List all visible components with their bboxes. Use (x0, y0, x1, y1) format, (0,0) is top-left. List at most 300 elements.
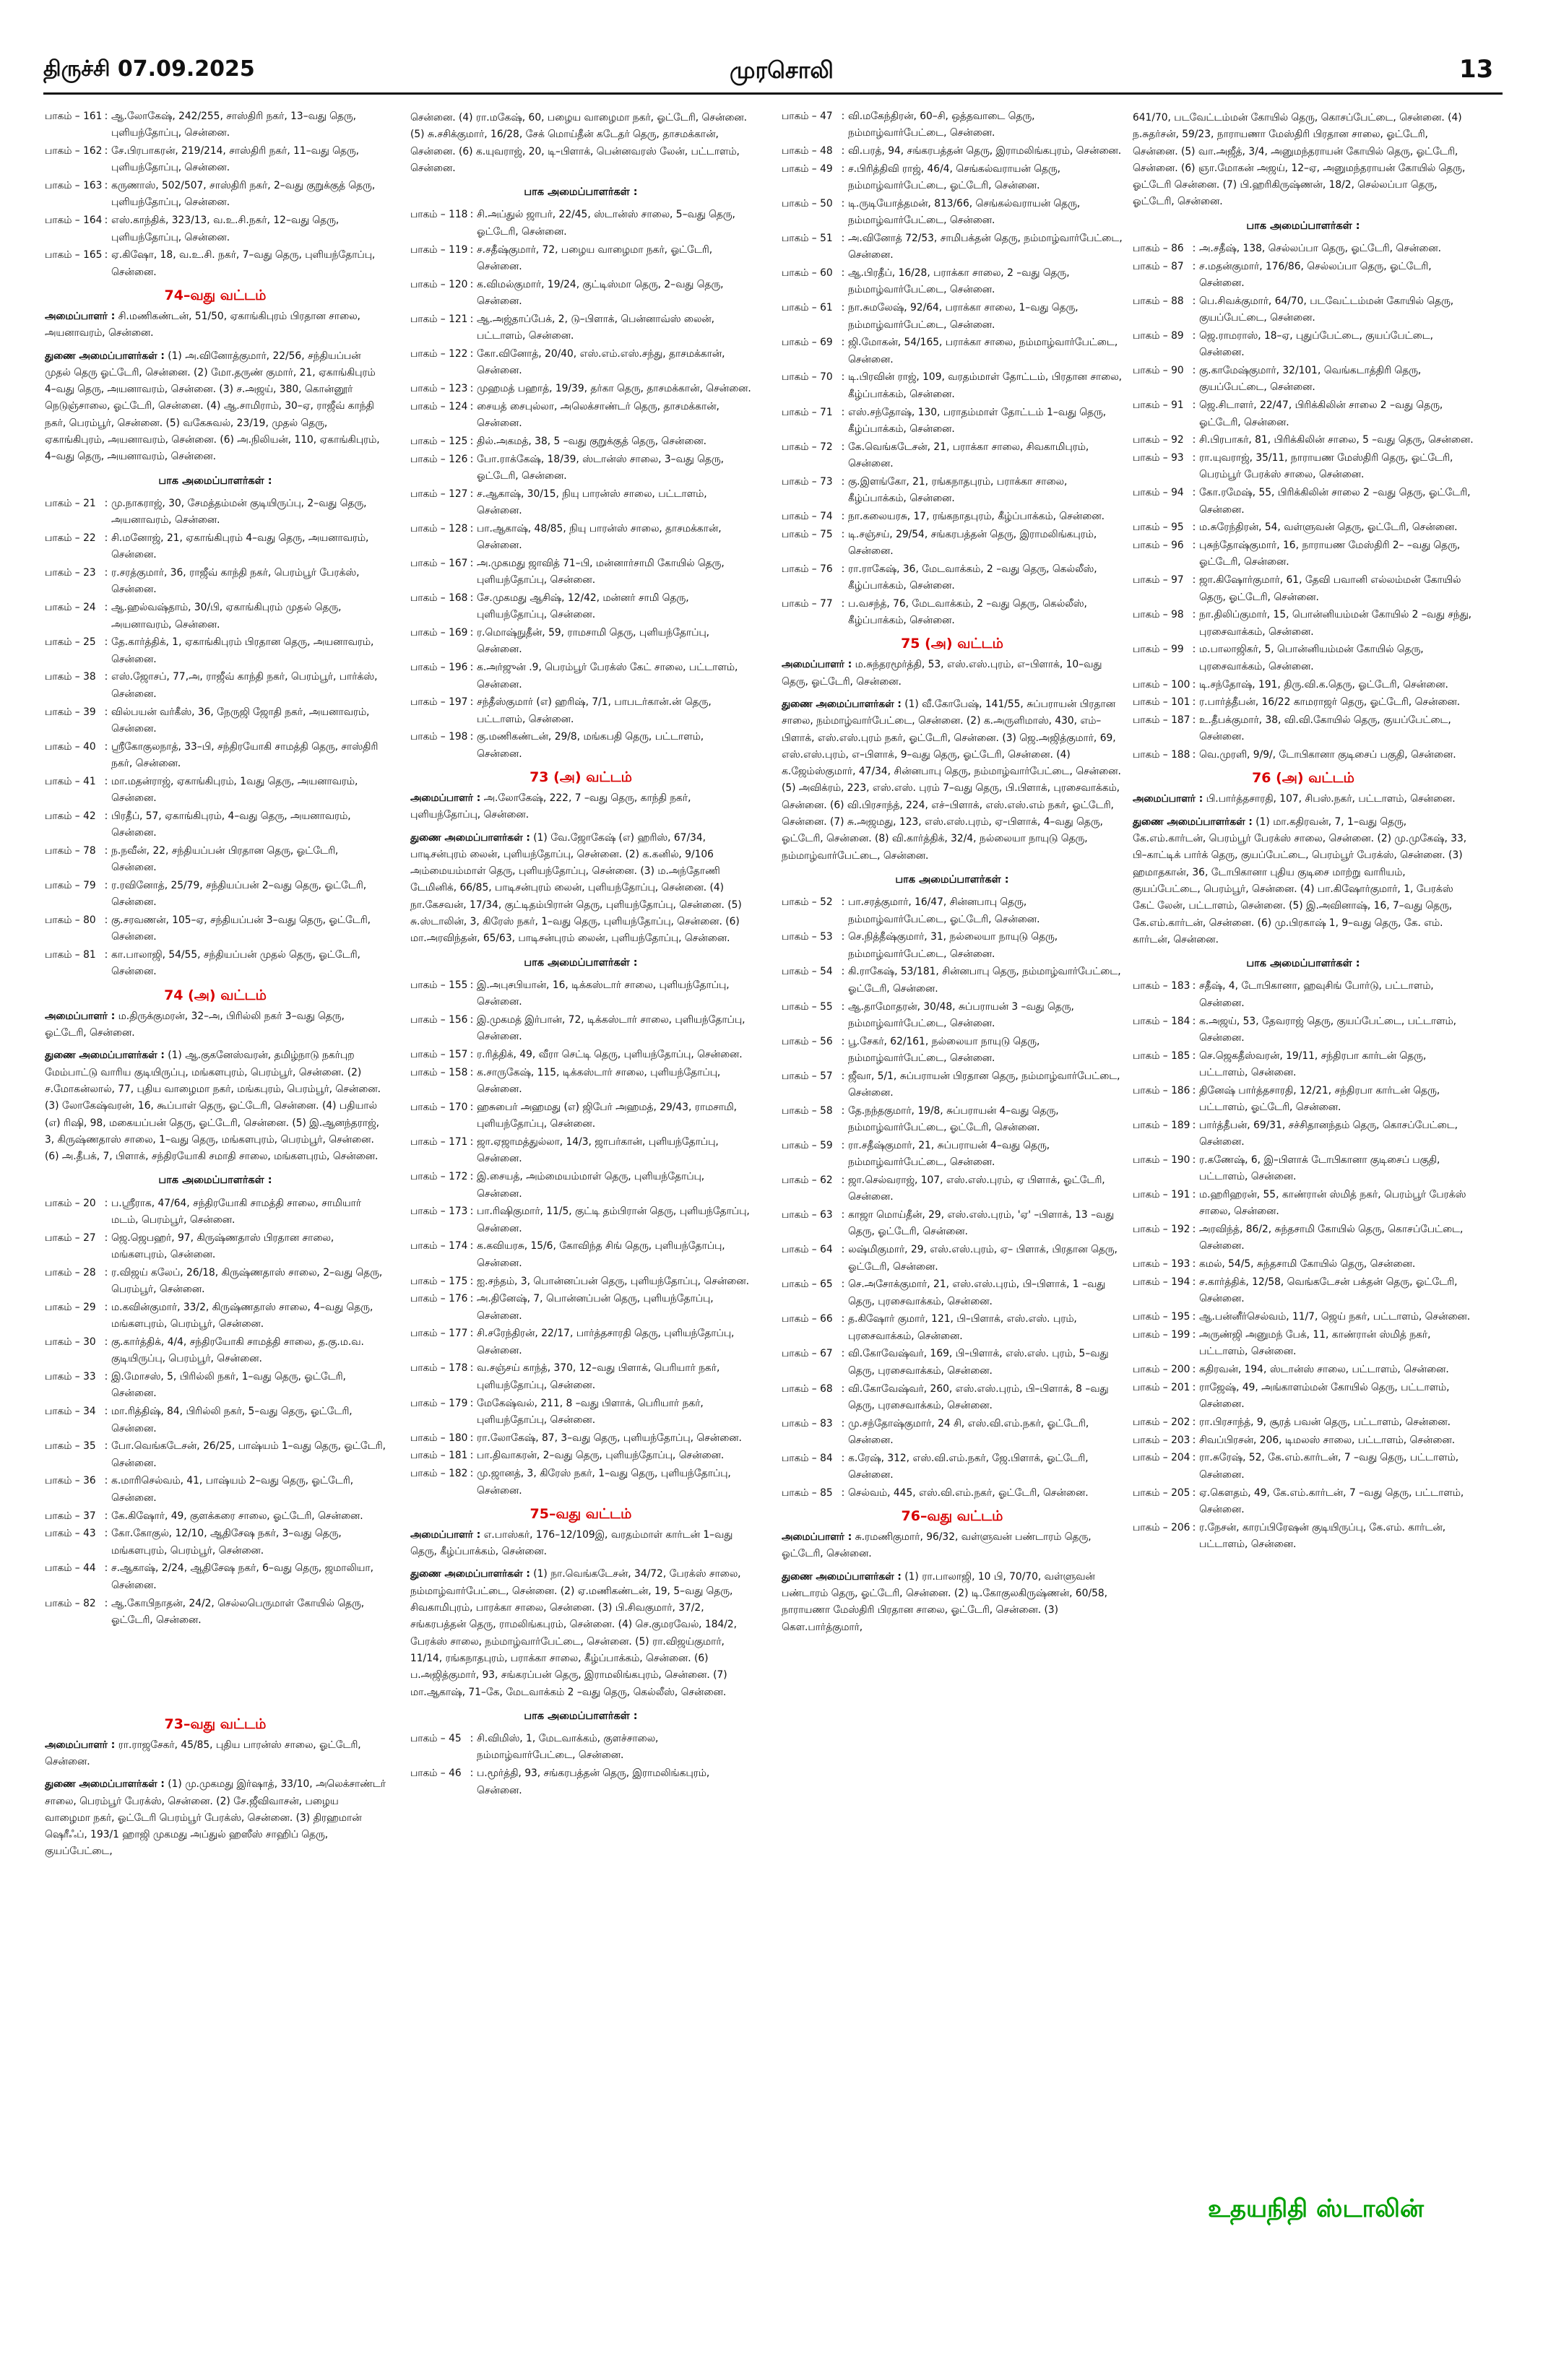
part-entry (1133, 1380, 1474, 1414)
separator-colon: : (470, 557, 474, 569)
entry-details: ச.சதீஷ்குமார், 72, பழைய வாழைமா நகர், ஓட்டேரி, சென்னை. (477, 243, 713, 272)
part-entry (782, 265, 1123, 299)
entry-details: ஆ.பிரதீப், 16/28, பராக்கா சாலை, 2 –வது தெரு, நம்மாழ்வார்பேட்டை, சென்னை. (848, 267, 1070, 296)
separator-colon: : (1192, 1084, 1196, 1096)
separator-colon: : (1192, 1521, 1196, 1533)
part-number: பாகம் – 204 (1133, 1452, 1190, 1464)
part-number: பாகம் – 118 (410, 209, 468, 221)
entry-details: ஹசுபைர் அஹமது (எ) ஜிபேர் அஹமத், 29/43, ராமசாமி, புளியந்தோப்பு, சென்னை. (477, 1102, 738, 1130)
separator-colon: : (841, 406, 845, 418)
entry-details: ர.சரத்குமார், 36, ராஜீவ் காந்தி நகர், பெரம்பூர் பேரக்ஸ், சென்னை. (111, 567, 360, 596)
role-label: துணை அமைப்பாளர்கள் : (45, 1050, 165, 1062)
part-entry (1133, 259, 1474, 293)
separator-colon: : (104, 1197, 108, 1209)
separator-colon: : (470, 1767, 474, 1780)
part-number: பாகம் – 48 (782, 145, 833, 157)
part-entry (1133, 450, 1474, 484)
part-entry (782, 1172, 1123, 1206)
part-number: பாகம் – 205 (1133, 1487, 1190, 1499)
part-number: பாகம் – 50 (782, 197, 833, 209)
part-number: பாகம் – 128 (410, 522, 468, 535)
part-number: பாகம் – 23 (45, 567, 96, 579)
separator-colon: : (104, 1336, 108, 1349)
separator-colon: : (1192, 1381, 1196, 1393)
separator-colon: : (841, 111, 845, 122)
part-number: பாகம் – 190 (1133, 1154, 1190, 1166)
part-number: பாகம் – 201 (1133, 1381, 1190, 1393)
separator-colon: : (1192, 452, 1196, 464)
part-entry (1133, 1083, 1474, 1117)
part-entry (410, 1395, 751, 1429)
ward-heading: 75–வது வட்டம் (530, 1505, 632, 1522)
role-label: துணை அமைப்பாளர்கள் : (45, 350, 165, 362)
part-number: பாகம் – 198 (410, 731, 468, 743)
part-entry (410, 1047, 751, 1063)
part-entry (45, 143, 386, 177)
part-entry (782, 1138, 1123, 1172)
separator-colon: : (470, 1397, 474, 1409)
entry-details: ஆ.தாமோதரன், 30/48, சுப்பராயன் 3 –வது தெரு, நம்மாழ்வார்பேட்டை, சென்னை. (848, 1000, 1074, 1029)
separator-colon: : (470, 1014, 474, 1026)
part-number: பாகம் – 170 (410, 1102, 468, 1114)
organiser-paragraph (45, 1737, 386, 1771)
separator-colon: : (104, 706, 108, 718)
entry-details: புசுந்தோஷ்குமார், 16, நாராயண மேஸ்திரி 2– –வது தெரு, ஓட்டேரி, சென்னை. (1199, 540, 1461, 568)
separator-colon: : (841, 1174, 845, 1187)
entry-details: பா.ரிஷிகுமார், 11/5, குட்டி தம்பிரான் தெரு, புளியந்தோப்பு, சென்னை. (477, 1206, 750, 1234)
part-number: பாகம் – 29 (45, 1302, 96, 1313)
part-entry (1133, 1048, 1474, 1082)
entry-details: ப.வசந்த், 76, மேடவாக்கம், 2 –வது தெரு, கெல்லீஸ், கீழ்ப்பாக்கம், சென்னை. (848, 597, 1087, 627)
part-number: பாகம் – 67 (782, 1348, 833, 1360)
part-entry (782, 1103, 1123, 1137)
entry-details: சந்தீஸ்குமார் (எ) ஹரிஷ், 7/1, பாபடர்கான்.ன் தெரு, பட்டாளம், சென்னை. (477, 696, 712, 725)
entry-details: ஐ.சந்தம், 3, பொன்னப்பன் தெரு, புளியந்தோப்பு, சென்னை. (477, 1275, 749, 1287)
entry-details: கருணாஸ், 502/507, சாஸ்திரி நகர், 2–வது குறுக்குத் தெரு, புளியந்தோப்பு, சென்னை. (111, 180, 376, 209)
separator-colon: : (1192, 399, 1196, 412)
part-number: பாகம் – 64 (782, 1244, 833, 1256)
entry-details: ரா.லோகேஷ், 87, 3–வது தெரு, புளியந்தோப்பு, சென்னை. (477, 1432, 742, 1444)
part-entry (1133, 432, 1474, 449)
part-number: பாகம் – 22 (45, 532, 96, 545)
header-rule (43, 92, 1503, 95)
part-entry (45, 1438, 386, 1472)
entry-details: போ.ராக்கேஷ், 18/39, ஸ்டான்ஸ் சாலை, 3–வது தெரு, ஓட்டேரி, சென்னை. (477, 453, 725, 482)
part-entry (1133, 1187, 1474, 1221)
part-number: பாகம் – 59 (782, 1139, 833, 1151)
entry-details: ம.ஹரிஹரன், 55, காண்ரான் ஸ்மித் நகர், பெரம்பூர் பேரக்ஸ் சாலை, சென்னை. (1199, 1189, 1466, 1218)
signatory-name: உதயநிதி ஸ்டாலின் (1208, 2194, 1424, 2223)
entry-details: ம.சுரேந்திரன், 54, வள்ளுவன் தெரு, ஓட்டேரி, சென்னை. (1199, 522, 1458, 534)
entry-details: கோ.வினோத், 20/40, எஸ்.எம்.எஸ்.சந்து, தாசமக்கான், சென்னை. (477, 347, 725, 377)
organiser-details: பி.பார்த்தசாரதி, 107, சிபஸ்.நகர், பட்டாளம், சென்னை. (1206, 793, 1456, 805)
part-number: பாகம் – 119 (410, 243, 468, 256)
separator-colon: : (470, 627, 474, 639)
separator-colon: : (1192, 365, 1196, 377)
separator-colon: : (470, 347, 474, 360)
part-entry (410, 625, 751, 659)
part-entry (782, 1242, 1123, 1276)
part-entry (410, 1765, 751, 1799)
entry-details: சி.அப்துல் ஜாபர், 22/45, ஸ்டான்ஸ் சாலை, 5–வது தெரு, ஓட்டேரி, சென்னை. (477, 209, 735, 238)
part-entry (1133, 677, 1474, 693)
entry-details: இ.அபுசபியான், 16, டிக்கஸ்டார் சாலை, புளியந்தோப்பு, சென்னை. (477, 979, 730, 1008)
entry-details: அரவிந்த், 86/2, சுந்தசாமி கோயில் தெரு, கொசப்பேட்டை, சென்னை. (1199, 1224, 1464, 1252)
organiser-details: (1) அ.வினோத்குமார், 22/56, சந்தியப்பன் முதல் தெரு ஓட்டேரி, சென்னை. (2) மோ.தருண் குமார், 21, ஏகாங்கிபுரம் 4–வது தெரு, அயனாவரம், சென்னை. (3) ச.அஜய், 380, கொன்னூர் நெடுஞ்சாலை, ஓட்டேரி, சென்னை. (4) ஆ.சாமிராம், 30–ஏ, ராஜீவ் காந்தி நகர், பெரம்பூர், சென்னை. (5) வகேசுவல், 23/19, முதல் தெரு, ஏகாங்கிபுரம், அயனாவரம், சென்னை. (6) அ.நிலியன், 110, ஏகாங்கிபுரம், 4–வது தெரு, அயனாவரம், சென்னை. (45, 350, 380, 463)
entry-details: சதீஷ், 4, டோபிகானா, ஹவுசிங் போர்டு, பட்டாளம், சென்னை. (1199, 980, 1434, 1009)
role-label: துணை அமைப்பாளர்கள் : (410, 831, 530, 844)
entry-details: கே.கிஷோர், 49, குளக்கரை சாலை, ஓட்டேரி, சென்னை. (111, 1510, 363, 1522)
entry-details: ப.மூர்த்தி, 93, சங்கரபத்தன் தெரு, இராமலிங்கபுரம், சென்னை. (477, 1767, 710, 1796)
part-entry (45, 774, 386, 808)
entry-details: நா.கலையரசு, 17, ரங்கநாதபுரம், கீழ்ப்பாக்கம், சென்னை. (848, 510, 1105, 522)
part-number: பாகம் – 199 (1133, 1328, 1190, 1341)
entry-details: கு.சரவணன், 105–ஏ, சந்தியப்பன் 3–வது தெரு, ஓட்டேரி, சென்னை. (111, 914, 371, 943)
part-number: பாகம் – 163 (45, 180, 103, 192)
organiser-details: (1) மா.கதிரவன், 7, 1–வது தெரு, கே.எம்.கார்டன், பெரம்பூர் பேரக்ஸ் சாலை, சென்னை. (2) மு.முகேஷ், 33, பி–காட்டிக் பார்க் தெரு, குயப்பேட்டை, பெரம்பூர் பேரக்ஸ், சென்னை. (3) ஹமாதகான், 36, டோபிகானா புதிய குடிசை மாற்று வாரியம், குயப்பேட்டை, பெரம்பூர், சென்னை. (4) பா.கிஷோர்குமார், 1, பேரக்ஸ் கேட் லேன், பட்டாளம், சென்னை. (5) இ.அவினாஷ், 16, 7–வது தெரு, கே.எம்.கார்டன், சென்னை. (6) மு.பிரகாஷ் 1, 9–வது தெரு, கே. எம். கார்டன், சென்னை. (1133, 815, 1467, 945)
entry-details: ரா.ராகேஷ், 36, மேடவாக்கம், 2 –வது தெரு, கெல்லீஸ், கீழ்ப்பாக்கம், சென்னை. (848, 563, 1097, 592)
part-entry (45, 704, 386, 738)
separator-colon: : (1192, 522, 1196, 534)
entry-details: சி.விமிஸ், 1, மேடவாக்கம், குளச்சாலை, நம்மாழ்வார்பேட்டை, சென்னை. (477, 1733, 659, 1762)
entry-details: செல்வம், 445, எஸ்.வி.எம்.நகர், ஓட்டேரி, சென்னை. (848, 1487, 1089, 1499)
separator-colon: : (841, 233, 845, 245)
part-number: பாகம் – 185 (1133, 1050, 1190, 1062)
part-entry (782, 404, 1123, 438)
part-entry (782, 1346, 1123, 1380)
part-entry (410, 590, 751, 624)
separator-colon: : (841, 441, 845, 453)
part-number: பாகம் – 183 (1133, 980, 1190, 992)
part-entry (410, 346, 751, 380)
entry-details: ஜீவா, 5/1, சுப்பராயன் பிரதான தெரு, நம்மாழ்வார்பேட்டை, சென்னை. (848, 1070, 1120, 1099)
separator-colon: : (841, 931, 845, 943)
organiser-paragraph (782, 696, 1123, 865)
separator-colon: : (1192, 749, 1196, 761)
role-label: அமைப்பாளர் : (782, 659, 852, 671)
ward-heading: 74–வது வட்டம் (164, 287, 267, 303)
part-entry (410, 1325, 751, 1359)
part-entry (782, 230, 1123, 264)
separator-colon: : (470, 731, 474, 743)
entry-details: ஏ.கிஷோ, 18, வ.உ.சி. நகர், 7–வது தெரு, புளியந்தோப்பு, சென்னை. (111, 249, 376, 278)
part-number: பாகம் – 62 (782, 1174, 833, 1187)
separator-colon: : (1192, 1050, 1196, 1062)
organiser-details: ரா.ராஜசேகர், 45/85, புதிய பாரன்ஸ் சாலை, ஓட்டேரி, சென்னை. (45, 1739, 361, 1767)
part-entry (1133, 1221, 1474, 1255)
part-number: பாகம் – 60 (782, 267, 833, 280)
organiser-details: சு.ரமணிகுமார், 96/32, வள்ளுவன் பண்டாரம் தெரு, ஓட்டேரி, சென்னை. (782, 1531, 1092, 1560)
part-number: பாகம் – 124 (410, 400, 468, 412)
part-number: பாகம் – 53 (782, 931, 833, 943)
entry-details: தில்.அகமத், 38, 5 –வது குறுக்குத் தெரு, சென்னை. (477, 435, 707, 447)
ward-heading: 76–வது வட்டம் (901, 1508, 1003, 1525)
role-label: அமைப்பாளர் : (782, 1531, 852, 1544)
part-number: பாகம் – 179 (410, 1397, 468, 1409)
part-entry (45, 1334, 386, 1368)
part-entry (45, 108, 386, 142)
entry-details: ஆ.பன்னீர்செல்வம், 11/7, ஜெய் நகர், பட்டாளம், சென்னை. (1199, 1311, 1471, 1323)
organiser-paragraph (782, 1569, 1123, 1636)
entry-details: க.மாரிசெல்வம், 41, பாஷ்யம் 2–வது தெரு, ஓட்டேரி, சென்னை. (111, 1475, 354, 1504)
part-entry (410, 242, 751, 276)
separator-colon: : (104, 879, 108, 891)
part-number: பாகம் – 202 (1133, 1416, 1190, 1428)
part-entry (410, 311, 751, 345)
separator-colon: : (841, 1382, 845, 1395)
entry-details: தினேஷ் பார்த்தசாரதி, 12/21, சந்திரபா கார்டன் தெரு, பட்டாளம், ஓட்டேரி, சென்னை. (1199, 1084, 1440, 1114)
part-number: பாகம் – 194 (1133, 1276, 1190, 1288)
entry-details: ர.மொஷ்நுதீன், 59, ராமசாமி தெரு, புளியந்தோப்பு, சென்னை. (477, 627, 710, 656)
part-number: பாகம் – 35 (45, 1440, 96, 1453)
separator-colon: : (841, 528, 845, 540)
part-number: பாகம் – 192 (1133, 1224, 1190, 1236)
part-entry (410, 1360, 751, 1394)
part-entry (782, 1068, 1123, 1102)
organiser-paragraph (1133, 791, 1474, 808)
entry-details: கா.பாலாஜி, 54/55, சந்தியப்பன் முதல் தெரு, ஓட்டேரி, சென்னை. (111, 949, 360, 978)
entry-details: பா.ஆகாஷ், 48/85, நியு பாரன்ஸ் சாலை, தாசமக்கான், சென்னை. (477, 522, 722, 552)
part-entry (1133, 241, 1474, 257)
organiser-paragraph (1133, 814, 1474, 948)
organiser-details: சி.மணிகண்டன், 51/50, ஏகாங்கிபுரம் பிரதான சாலை, அயனாவரம், சென்னை. (45, 310, 360, 339)
part-entry (782, 1450, 1123, 1484)
part-entry (782, 108, 1123, 142)
part-number: பாகம் – 41 (45, 775, 96, 787)
entry-details: கே.வெங்கடேசன், 21, பராக்கா சாலை, சிவகாமிபுரம், சென்னை. (848, 441, 1089, 469)
part-number: பாகம் – 186 (1133, 1084, 1190, 1096)
organiser-paragraph (782, 657, 1123, 691)
part-number: பாகம் – 158 (410, 1066, 468, 1078)
organiser-paragraph (410, 830, 751, 948)
entry-details: இ.சையத், அம்மையம்மாள் தெரு, புளியந்தோப்பு, சென்னை. (477, 1171, 705, 1200)
entry-details: ஜெ.சிடாளர், 22/47, பிரிக்கிலின் சாலை 2 –வது தெரு, ஓட்டேரி, சென்னை. (1199, 399, 1443, 428)
part-number: பாகம் – 65 (782, 1278, 833, 1291)
separator-colon: : (470, 1468, 474, 1480)
separator-colon: : (470, 453, 474, 465)
entry-details: வில்பயன் வர்கீஸ், 36, நேருஜி ஜோதி நகர், அயனாவரம், சென்னை. (111, 706, 370, 735)
part-entry (1133, 1485, 1474, 1519)
part-number: பாகம் – 165 (45, 249, 103, 261)
part-entry (782, 1416, 1123, 1450)
entry-details: பிரதீப், 57, ஏகாங்கிபுரம், 4–வது தெரு, அயனாவரம், சென்னை. (111, 810, 351, 839)
entry-details: சி.மனோஜ், 21, ஏகாங்கிபுரம் 4–வது தெரு, அயனாவரம், சென்னை. (111, 532, 369, 561)
part-entry (782, 161, 1123, 195)
ward-heading: 76 (அ) வட்டம் (1252, 770, 1354, 787)
entry-details: த.கிஷோர் குமார், 121, பி–பிளாக், எஸ்.எஸ். புரம், புரசைவாக்கம், சென்னை. (848, 1313, 1077, 1342)
part-entry (1133, 1520, 1474, 1554)
separator-colon: : (1192, 540, 1196, 552)
part-number: பாகம் – 123 (410, 382, 468, 394)
part-entry (410, 1238, 751, 1272)
part-number: பாகம் – 98 (1133, 609, 1184, 621)
ward-heading: 73 (அ) வட்டம் (530, 769, 632, 785)
separator-colon: : (1192, 1363, 1196, 1375)
part-entry (45, 600, 386, 633)
part-number: பாகம் – 168 (410, 592, 468, 605)
part-number: பாகம் – 40 (45, 740, 96, 753)
entry-details: க.சாருகேஷ், 115, டிக்கஸ்டார் சாலை, புளியந்தோப்பு, சென்னை. (477, 1066, 721, 1096)
entry-details: பூ.சேகர், 62/161, நல்லையா நாயுடு தெரு, நம்மாழ்வார்பேட்டை, சென்னை. (848, 1035, 1040, 1064)
column-spacer (45, 1630, 386, 1710)
separator-colon: : (1192, 696, 1196, 709)
separator-colon: : (841, 563, 845, 575)
entry-details: பா.திவாகரன், 2–வது தெரு, புளியந்தோப்பு, சென்னை. (477, 1450, 725, 1462)
entry-details: ம.பாலாஜிகர், 5, பொன்னியம்மன் கோயில் தெரு, புரசைவாக்கம், சென்னை. (1199, 644, 1424, 672)
separator-colon: : (1192, 678, 1196, 691)
entry-details: சே.பிரபாகரன், 219/214, சாஸ்திரி நகர், 11–வது தெரு, புளியந்தோப்பு, சென்னை. (111, 145, 360, 174)
part-entry (410, 381, 751, 397)
part-number: பாகம் – 81 (45, 949, 96, 961)
part-entry (782, 196, 1123, 230)
entry-details: அ.வினோத் 72/53, சாமிபக்தன் தெரு, நம்மாழ்வார்பேட்டை, சென்னை. (848, 233, 1123, 261)
separator-colon: : (470, 1733, 474, 1745)
role-label: துணை அமைப்பாளர்கள் : (782, 1570, 902, 1583)
part-entry (782, 1485, 1123, 1502)
part-entry (410, 1731, 751, 1765)
part-entry (782, 369, 1123, 403)
part-entry (410, 207, 751, 241)
masthead-title: முரசொலி (730, 56, 834, 84)
entry-details: போ.வெங்கடேசன், 26/25, பாஷ்யம் 1–வது தெரு, ஓட்டேரி, சென்னை. (111, 1440, 386, 1469)
separator-colon: : (1192, 644, 1196, 656)
entry-details: அருண்ஜி அனுமந் பேக், 11, காண்ரான் ஸ்மித் நகர், பட்டாளம், சென்னை. (1199, 1328, 1431, 1358)
separator-colon: : (841, 896, 845, 909)
separator-colon: : (470, 1102, 474, 1114)
entry-details: ரா.பிரசாந்த், 9, சூரத் பவன் தெரு, பட்டாளம், சென்னை. (1199, 1416, 1451, 1428)
separator-colon: : (104, 1562, 108, 1575)
separator-colon: : (470, 522, 474, 535)
separator-colon: : (470, 662, 474, 674)
entry-details: பார்த்தீபன், 69/31, சச்சிதானந்தம் தெரு, கொசப்பேட்டை, சென்னை. (1199, 1119, 1458, 1148)
separator-colon: : (104, 671, 108, 683)
part-entry (410, 1065, 751, 1099)
entry-details: க.ரேஷ், 312, எஸ்.வி.எம்.நகர், ஜே.பிளாக், ஓட்டேரி, சென்னை. (848, 1452, 1089, 1481)
separator-colon: : (104, 636, 108, 649)
part-number: பாகம் – 42 (45, 810, 96, 822)
part-number: பாகம் – 58 (782, 1104, 833, 1117)
entry-details: ச.ஆகாஷ், 2/24, ஆதிசேஷ நகர், 6–வது தெரு, ஜமாலியா, சென்னை. (111, 1562, 373, 1591)
entry-details: கு.மணிகண்டன், 29/8, மங்கபதி தெரு, பட்டாளம், சென்னை. (477, 731, 704, 760)
part-entry (45, 496, 386, 529)
separator-colon: : (841, 1000, 845, 1013)
part-number: பாகம் – 122 (410, 347, 468, 360)
part-entry (782, 1034, 1123, 1068)
entry-details: செ.அசோக்குமார், 21, எஸ்.எஸ்.புரம், பி–பிளாக், 1 –வது தெரு, புரசைவாக்கம், சென்னை. (848, 1278, 1106, 1307)
role-label: துணை அமைப்பாளர்கள் : (45, 1778, 165, 1791)
part-entry (45, 843, 386, 877)
separator-colon: : (841, 1209, 845, 1221)
organiser-details: (1) ரா.பாலாஜி, 10 பி, 70/70, வள்ளுவன் பண்டாரம் தெரு, ஓட்டேரி, சென்னை. (2) டி.கோகுலகிருஷ்ணன், 60/58, நாராயணா மேஸ்திரி பிரதான சாலை, ஓட்டேரி, சென்னை. (3) கௌ.பார்த்குமார், (782, 1570, 1108, 1633)
section-subheading: பாக அமைப்பாளர்கள் : (895, 873, 1009, 886)
part-number: பாகம் – 187 (1133, 714, 1190, 727)
separator-colon: : (104, 1302, 108, 1313)
entry-details: மு.ஜானத், 3, கிரேஸ் நகர், 1–வது தெரு, புளியந்தோப்பு, சென்னை. (477, 1468, 731, 1497)
part-entry (1133, 1432, 1474, 1449)
separator-colon: : (470, 1171, 474, 1183)
organiser-details: (1) நா.வெங்கடேசன், 34/72, பேரக்ஸ் சாலை, நம்மாழ்வார்பேட்டை, சென்னை. (2) ஏ.மணிகண்டன், 19, 5–வது தெரு, சிவகாமிபுரம், பாரக்கா சாலை, சென்னை. (3) பி.சிவகுமார், 37/2, சங்கரபத்தன் தெரு, ராமலிங்கபுரம், சென்னை. (4) செ.குமரவேல், 184/2, பேரக்ஸ் சாலை, நம்மாழ்வார்பேட்டை, சென்னை. (5) ரா.விஜய்குமார், 11/14, ரங்கநாதபுரம், பராக்கா சாலை, கீழ்ப்பாக்கம், சென்னை. (6) ப.அஜித்குமார், 93, சங்கரப்பன் தெரு, இராமலிங்கபுரம், சென்னை. (7) மா.ஆகாஷ், 71–கே, மேடவாக்கம் 2 –வது தெரு, கெல்லீஸ், சென்னை. (410, 1568, 741, 1698)
separator-colon: : (104, 844, 108, 857)
entry-details: ஆ.அஜ்தாப்பேக், 2, டு–பிளாக், பென்னாவ்ஸ் லைன், பட்டாளம், சென்னை. (477, 313, 715, 342)
part-number: பாகம் – 100 (1133, 678, 1190, 691)
entry-details: அ.சதீஷ், 138, செல்லப்பா தெரு, ஓட்டேரி, சென்னை. (1199, 243, 1441, 255)
separator-colon: : (841, 510, 845, 522)
part-number: பாகம் – 191 (1133, 1189, 1190, 1201)
part-number: பாகம் – 43 (45, 1528, 96, 1540)
part-number: பாகம் – 92 (1133, 434, 1184, 446)
separator-colon: : (841, 197, 845, 209)
separator-colon: : (1192, 609, 1196, 621)
separator-colon: : (470, 278, 474, 290)
separator-colon: : (104, 1232, 108, 1244)
separator-colon: : (1192, 1434, 1196, 1446)
part-entry (782, 596, 1123, 630)
part-number: பாகம் – 80 (45, 914, 96, 927)
part-number: பாகம் – 49 (782, 163, 833, 175)
page-number: 13 (1459, 55, 1494, 84)
column-1 (45, 108, 386, 2333)
entry-details: ஜெ.ஜெபஹர், 97, கிருஷ்ணதாஸ் பிரதான சாலை, மங்களபுரம், சென்னை. (111, 1232, 334, 1261)
separator-colon: : (841, 597, 845, 610)
part-entry (45, 808, 386, 842)
separator-colon: : (104, 602, 108, 614)
separator-colon: : (470, 592, 474, 605)
separator-colon: : (470, 1206, 474, 1218)
entry-details: ஏ.கௌதம், 49, கே.எம்.கார்டன், 7 –வது தெரு, பட்டாளம், சென்னை. (1199, 1487, 1464, 1515)
entry-details: டி.சந்தோஷ், 191, திரு.வி.க.தெரு, ஓட்டேரி, சென்னை. (1199, 678, 1448, 691)
organiser-details: அ.லோகேஷ், 222, 7 –வது தெரு, காந்தி நகர், புளியந்தோப்பு, சென்னை. (410, 792, 691, 821)
part-entry (45, 247, 386, 281)
part-entry (410, 694, 751, 728)
part-number: பாகம் – 21 (45, 497, 96, 509)
part-number: பாகம் – 54 (782, 966, 833, 978)
part-number: பாகம் – 125 (410, 435, 468, 447)
separator-colon: : (1192, 980, 1196, 992)
section-subheading: பாக அமைப்பாளர்கள் : (158, 475, 272, 487)
part-number: பாகம் – 38 (45, 671, 96, 683)
part-entry (45, 530, 386, 564)
part-number: பாகம் – 87 (1133, 260, 1184, 272)
part-entry (1133, 1152, 1474, 1186)
organiser-paragraph (45, 348, 386, 466)
part-number: பாகம் – 83 (782, 1417, 833, 1429)
part-number: பாகம் – 46 (410, 1767, 462, 1780)
part-number: பாகம் – 68 (782, 1382, 833, 1395)
section-subheading: பாக அமைப்பாளர்கள் : (524, 186, 638, 199)
column-3 (782, 108, 1123, 2333)
entry-details: இ.மோசஸ், 5, பிரில்லி நகர், 1–வது தெரு, ஓட்டேரி, சென்னை. (111, 1371, 346, 1400)
part-number: பாகம் – 167 (410, 557, 468, 569)
entry-details: தே.கார்த்திக், 1, ஏகாங்கிபுரம் பிரதான தெரு, அயனாவரம், சென்னை. (111, 636, 374, 665)
entry-details: மா.மதன்ராஜ், ஏகாங்கிபுரம், 1வது தெரு, அயனாவரம், சென்னை. (111, 775, 358, 804)
part-entry (410, 1448, 751, 1464)
separator-colon: : (104, 740, 108, 753)
column-2 (410, 108, 751, 2333)
separator-colon: : (1192, 1328, 1196, 1341)
organiser-paragraph (410, 790, 751, 824)
part-number: பாகம் – 63 (782, 1209, 833, 1221)
part-number: பாகம் – 73 (782, 475, 833, 488)
separator-colon: : (841, 1244, 845, 1256)
part-number: பாகம் – 182 (410, 1468, 468, 1480)
entry-details: டி.சஞ்சய், 29/54, சங்கரபத்தன் தெரு, இராமலிங்கபுரம், சென்னை. (848, 528, 1097, 557)
entry-details: வி.மகேந்திரன், 60–சி, ஒத்தவாடை தெரு, நம்மாழ்வார்பேட்டை, சென்னை. (848, 111, 1035, 139)
part-entry (782, 334, 1123, 368)
separator-colon: : (1192, 1311, 1196, 1323)
part-entry (410, 521, 751, 555)
organiser-paragraph (45, 308, 386, 342)
separator-colon: : (841, 1487, 845, 1499)
